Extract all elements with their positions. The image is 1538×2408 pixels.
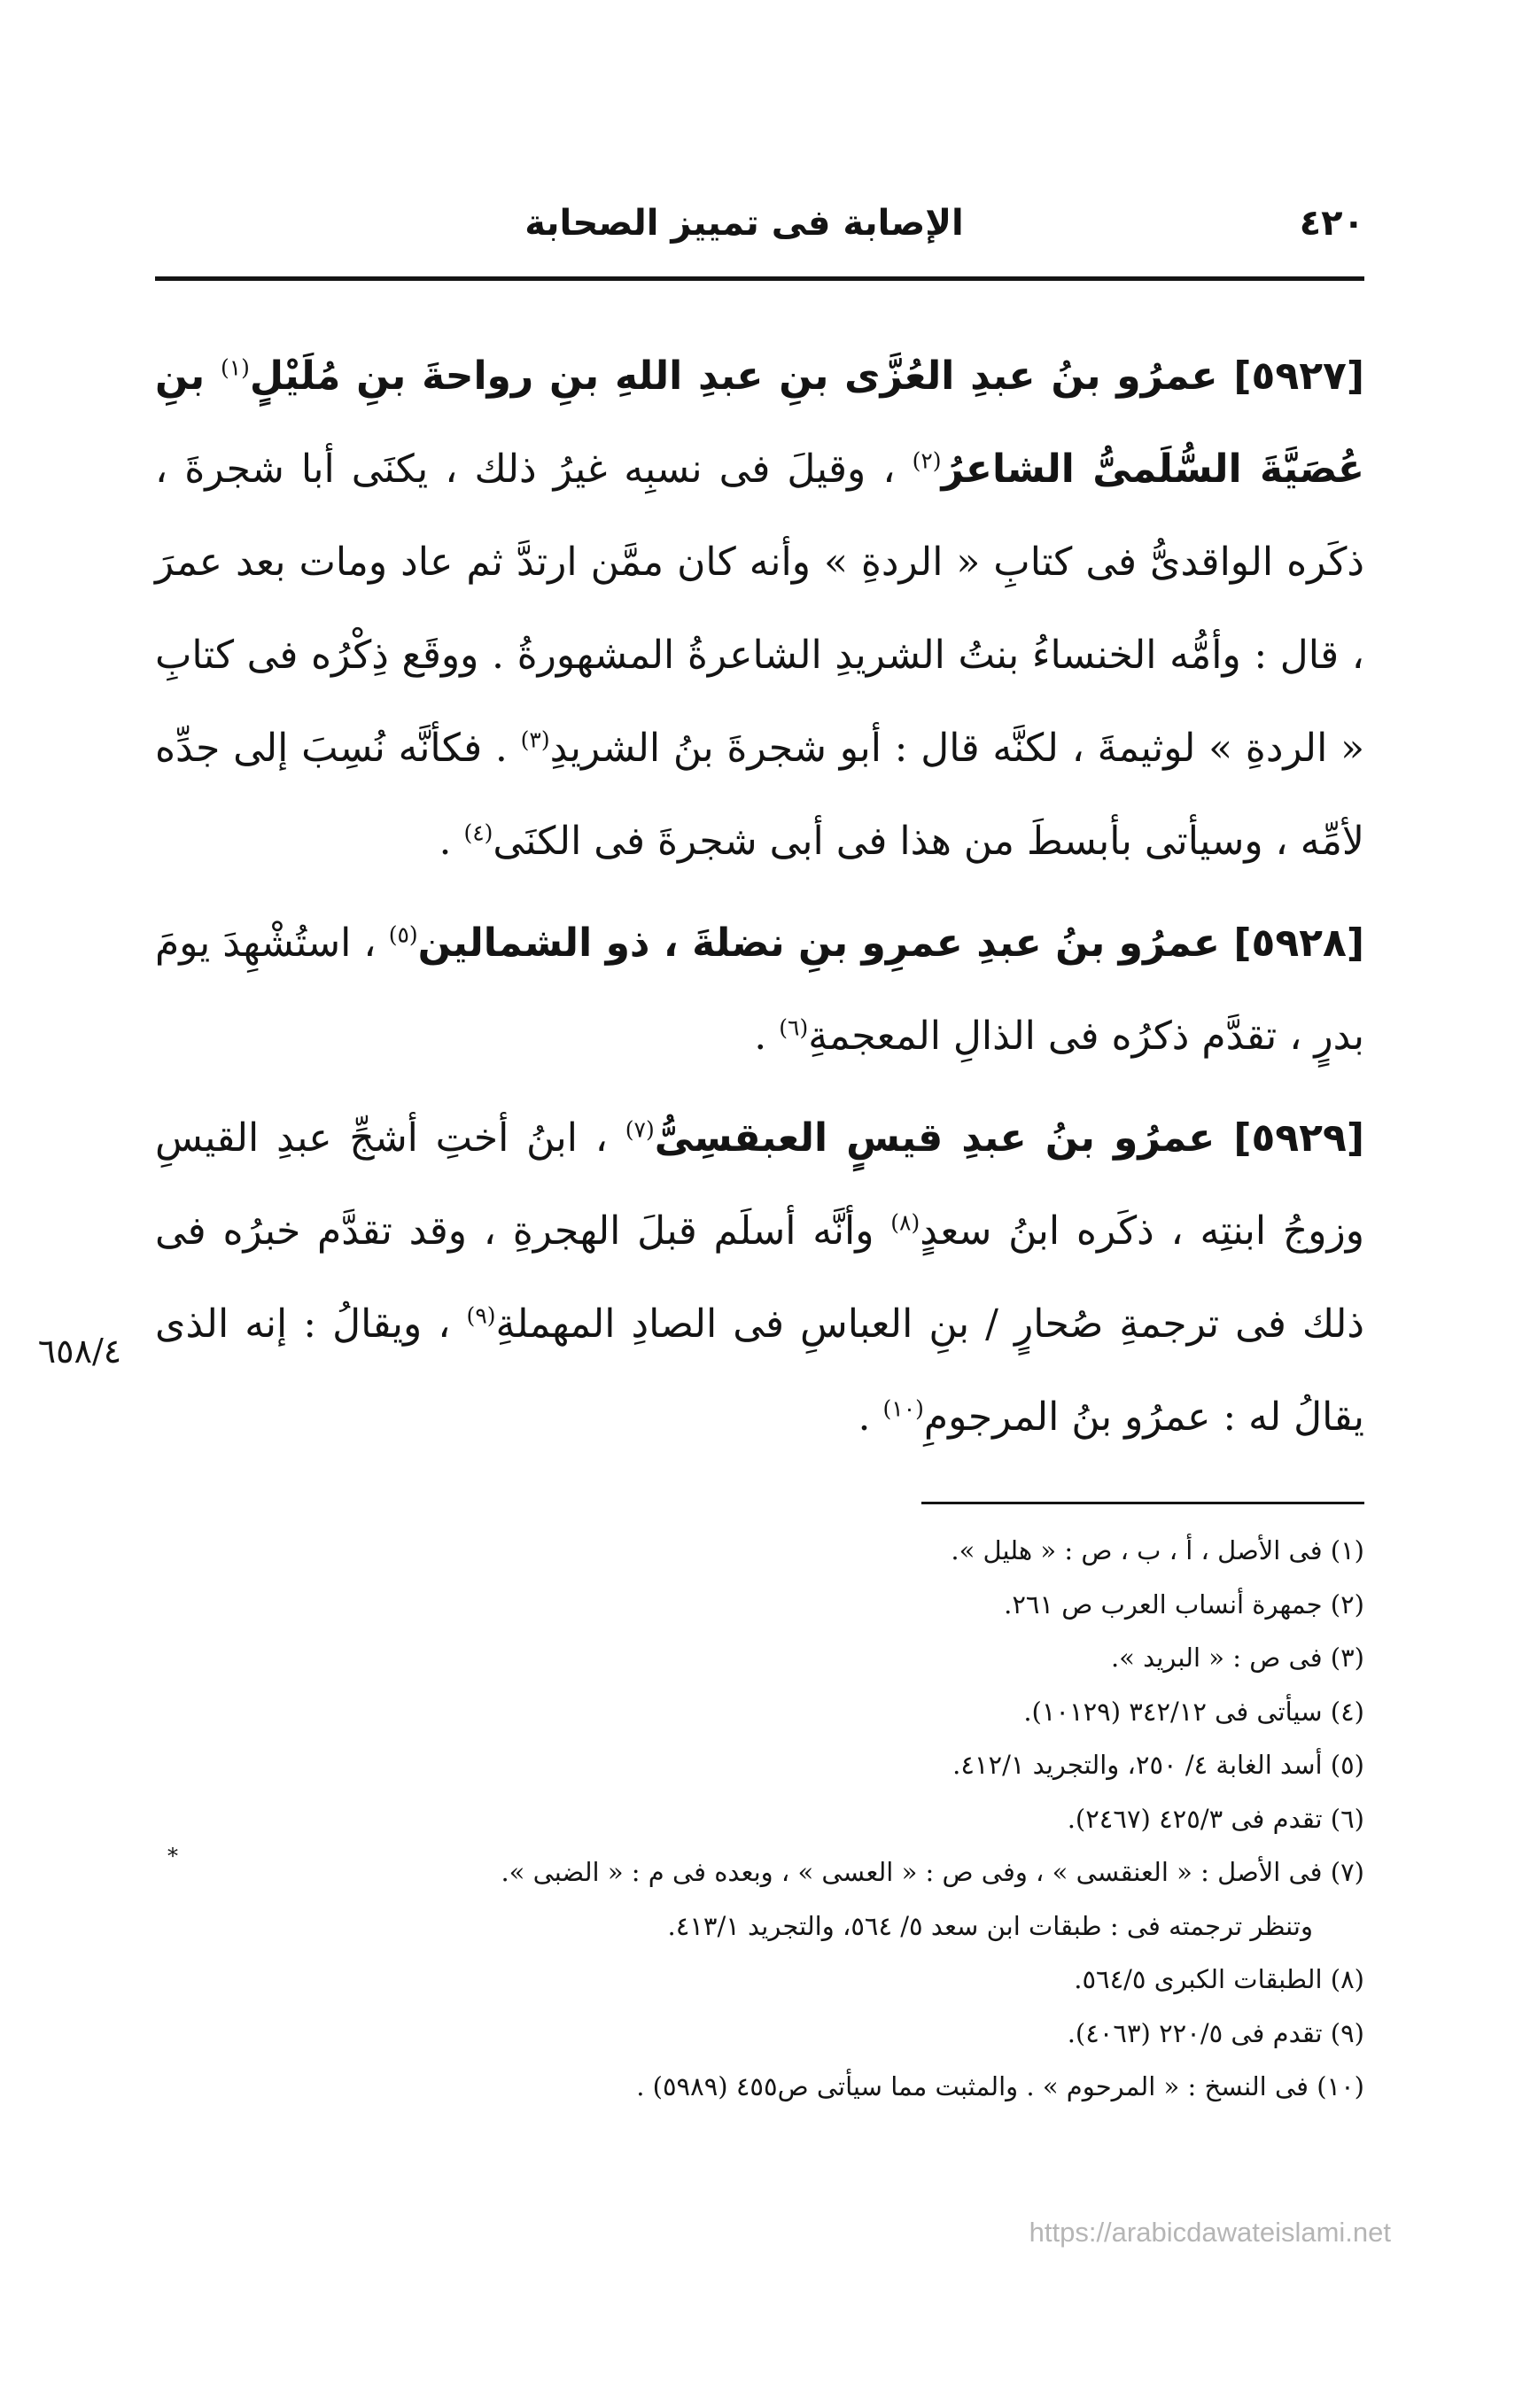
footnote-rule	[921, 1502, 1364, 1504]
note-ref: (٥)	[388, 921, 418, 948]
note-ref: (٦)	[779, 1014, 809, 1041]
main-text	[155, 330, 1364, 1464]
watermark-url: https://arabicdawateislami.net	[1029, 2217, 1391, 2248]
entry-text: ، ويقالُ : إنه الذى يقالُ له : عمرُو بنُ المرجومِ	[155, 1301, 1364, 1440]
footnote-item: (٣) فى ص : « البريد ».	[1110, 1643, 1364, 1673]
note-ref: (١)	[220, 354, 250, 381]
header-rule	[155, 276, 1364, 281]
footnote-continuation: وتنظر ترجمته فى : طبقات ابن سعد ٥/ ٥٦٤، والتجريد ٤١٣/١.	[667, 1910, 1313, 1941]
entry-text: .	[439, 819, 464, 864]
footnotes	[292, 1524, 1364, 2114]
entry-5927	[155, 330, 1364, 888]
entry-text: وأنَّه أسلَم قبلَ الهجرةِ ، وقد تقدَّم خبرُه فى ذلك فى ترجمةِ صُحارٍ / بنِ العباسِ فى الصادِ المهملةِ	[155, 1208, 1365, 1347]
entry-text: .	[754, 1014, 780, 1059]
note-ref: (٤)	[463, 819, 493, 846]
note-ref: (٧)	[625, 1116, 655, 1143]
note-ref: (٣)	[520, 726, 550, 753]
entry-heading-cont: بنِ عُصَيَّةَ السُّلَمىُّ الشاعرُ	[155, 353, 1364, 492]
entry-5929	[155, 1091, 1364, 1464]
note-ref: (١٠)	[882, 1395, 924, 1422]
entry-text: ، ابنُ أختِ أشجِّ عبدِ القيسِ وزوجُ ابنتِه ، ذكَره ابنُ سعدٍ	[155, 1115, 1364, 1254]
note-ref: (٩)	[466, 1302, 496, 1329]
entry-5928	[155, 897, 1364, 1083]
running-header-title: الإصابة فى تمييز الصحابة	[524, 203, 964, 244]
margin-page-reference: ٦٥٨/٤	[37, 1332, 122, 1371]
footnote-item: (٨) الطبقات الكبرى ٥٦٤/٥.	[1074, 1964, 1364, 1994]
footnote-item: (٥) أسد الغابة ٤/ ٢٥٠، والتجريد ٤١٢/١.	[952, 1750, 1364, 1780]
entry-text: ، استُشْهِدَ يومَ بدرٍ ، تقدَّم ذكرُه فى الذالِ المعجمةِ	[155, 920, 1364, 1059]
page-number: ٤٢٠	[1299, 203, 1364, 244]
star-marker: *	[167, 1844, 178, 1868]
entry-heading: [٥٩٢٧] عمرُو بنُ عبدِ العُزَّى بنِ عبدِ اللهِ بنِ رواحةَ بنِ مُلَيْلٍ	[249, 353, 1365, 399]
footnote-item: (٤) سيأتى فى ٣٤٢/١٢ (١٠١٢٩).	[1023, 1696, 1364, 1727]
footnote-item: (٧) فى الأصل : « العنقسى » ، وفى ص : « العسى » ، وبعده فى م : « الضبى ».	[501, 1857, 1364, 1887]
footnote-item: (٦) تقدم فى ٤٢٥/٣ (٢٤٦٧).	[1067, 1803, 1364, 1834]
note-ref: (٢)	[912, 447, 942, 474]
footnote-item: (٢) جمهرة أنساب العرب ص ٢٦١.	[1004, 1589, 1364, 1620]
footnote-item: (٩) تقدم فى ٢٢٠/٥ (٤٠٦٣).	[1067, 2017, 1364, 2048]
entry-heading: [٥٩٢٨] عمرُو بنُ عبدِ عمرِو بنِ نضلةَ ، ذو الشمالين	[417, 920, 1364, 966]
entry-text: . فكأنَّه نُسِبَ إلى جدِّه لأمِّه ، وسيأتى بأبسطَ من هذا فى أبى شجرةَ فى الكنَى	[155, 726, 1364, 864]
footnote-item: (١) فى الأصل ، أ ، ب ، ص : « هليل ».	[951, 1535, 1364, 1565]
footnote-item: (١٠) فى النسخ : « المرحوم » . والمثبت مما سيأتى ص٤٥٥ (٥٩٨٩) .	[636, 2071, 1364, 2101]
entry-text: ، وقيلَ فى نسبِه غيرُ ذلك ، يكنَى أبا شجرةَ ، ذكَره الواقدىُّ فى كتابِ « الردةِ » وأنه كان ممَّن ارتدَّ ثم عاد ومات بعد عمرَ ، قال : وأمُّه الخنساءُ بنتُ الشريدِ الشاعرةُ المشهورةُ . ووقَع ذِكْرُه فى كتابِ « الردةِ » لوثيمةَ ، لكنَّه قال : أبو شجرةَ بنُ الشريدِ	[155, 447, 1364, 771]
entry-heading: [٥٩٢٩] عمرُو بنُ عبدِ قيسٍ العبقسِىُّ	[654, 1115, 1364, 1161]
note-ref: (٨)	[890, 1209, 920, 1236]
entry-text: .	[858, 1394, 883, 1440]
